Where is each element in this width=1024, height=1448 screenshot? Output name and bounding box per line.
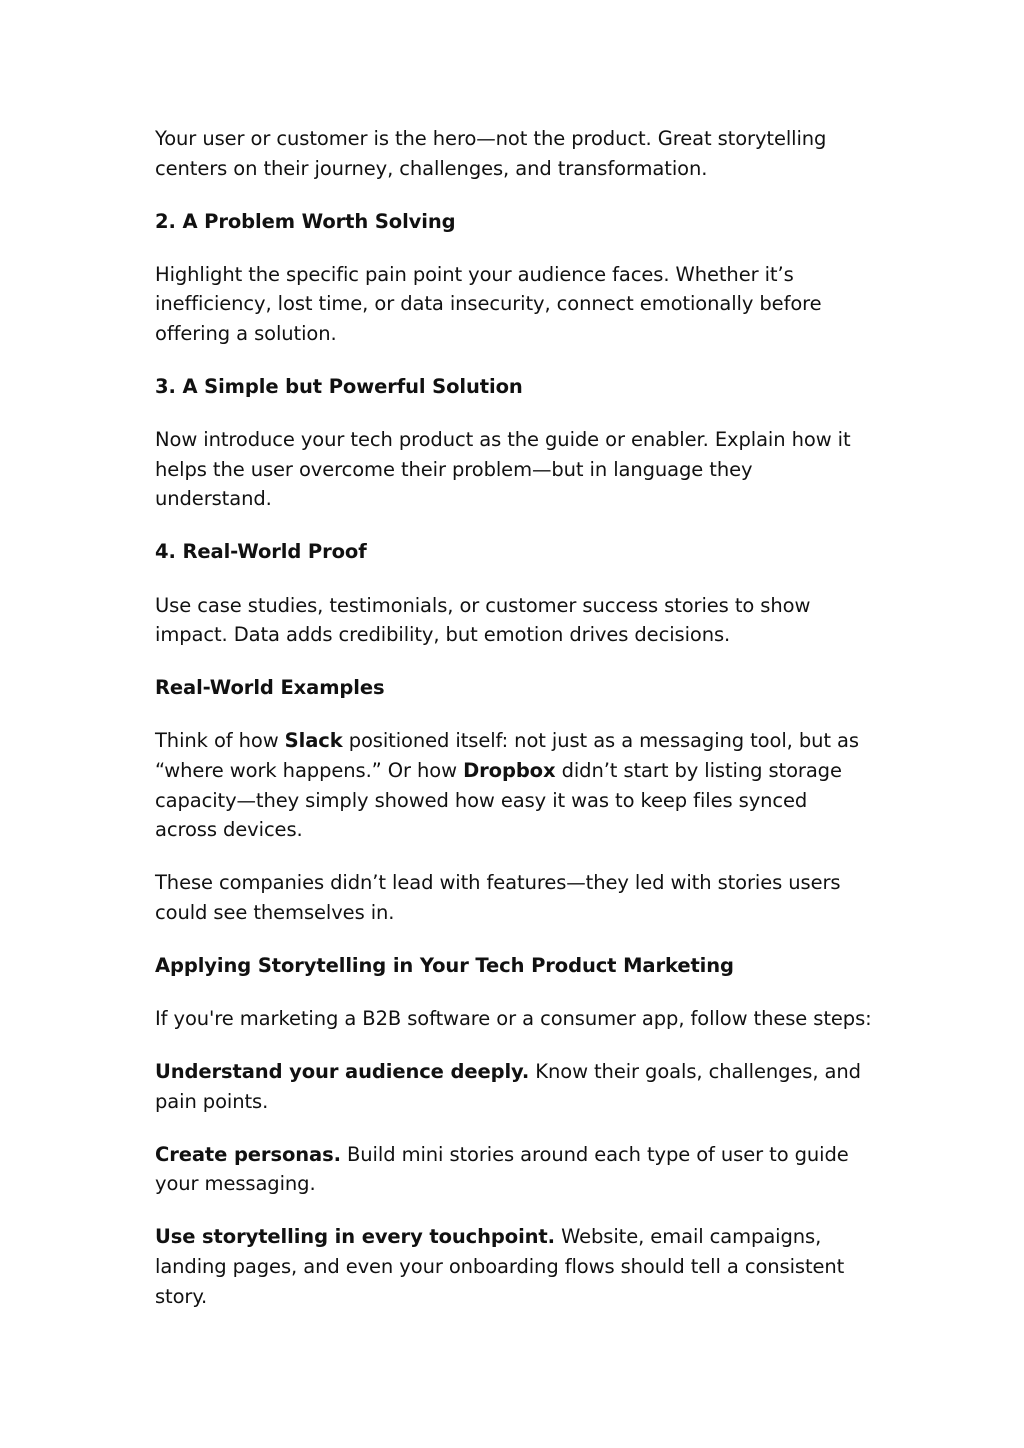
slack-name: Slack <box>284 729 343 753</box>
examples-paragraph-2: These companies didn’t lead with features—they led with stories users could see themselves in. <box>155 871 841 924</box>
intro-paragraph: Your user or customer is the hero—not the product. Great storytelling centers on their journey, challenges, and transformation. <box>155 127 827 180</box>
section-2-paragraph: Highlight the specific pain point your audience faces. Whether it’s inefficiency, lost time, or data insecurity, connect emotionally before offering a solution. <box>155 262 822 345</box>
applying-heading: Applying Storytelling in Your Tech Product Marketing <box>155 953 734 977</box>
step-item <box>155 1222 875 1311</box>
examples-text-c: didn’t start by listing storage capacity—they simply showed how easy it was to keep files synced across devices. <box>155 758 842 842</box>
dropbox-name: Dropbox <box>463 758 556 782</box>
document-page <box>155 124 875 1335</box>
section-4-paragraph: Use case studies, testimonials, or customer success stories to show impact. Data adds credibility, but emotion drives decisions. <box>155 593 811 647</box>
step-item <box>155 1140 875 1199</box>
step-title: Understand your audience deeply. <box>155 1060 530 1084</box>
section-3-heading: 3. A Simple but Powerful Solution <box>155 375 523 399</box>
examples-paragraph-1 <box>155 726 875 844</box>
step-text: Website, email campaigns, landing pages, and even your onboarding flows should tell a consistent story. <box>155 1225 845 1308</box>
section-2-heading: 2. A Problem Worth Solving <box>155 209 456 233</box>
step-text: Know their goals, challenges, and pain points. <box>155 1060 861 1113</box>
examples-text-a: Think of how <box>155 729 285 753</box>
examples-text-b: positioned itself: not just as a messaging tool, but as “where work happens.” Or how <box>155 729 859 782</box>
examples-heading: Real-World Examples <box>155 676 385 700</box>
section-3-paragraph: Now introduce your tech product as the guide or enabler. Explain how it helps the user overcome their problem—but in language they understand. <box>155 428 851 511</box>
step-text: Build mini stories around each type of user to guide your messaging. <box>155 1142 849 1196</box>
applying-intro: If you're marketing a B2B software or a consumer app, follow these steps: <box>155 1006 872 1030</box>
step-title: Use storytelling in every touchpoint. <box>155 1225 555 1249</box>
section-4-heading: 4. Real-World Proof <box>155 540 367 564</box>
step-item <box>155 1057 875 1116</box>
step-title: Create personas. <box>155 1142 341 1166</box>
